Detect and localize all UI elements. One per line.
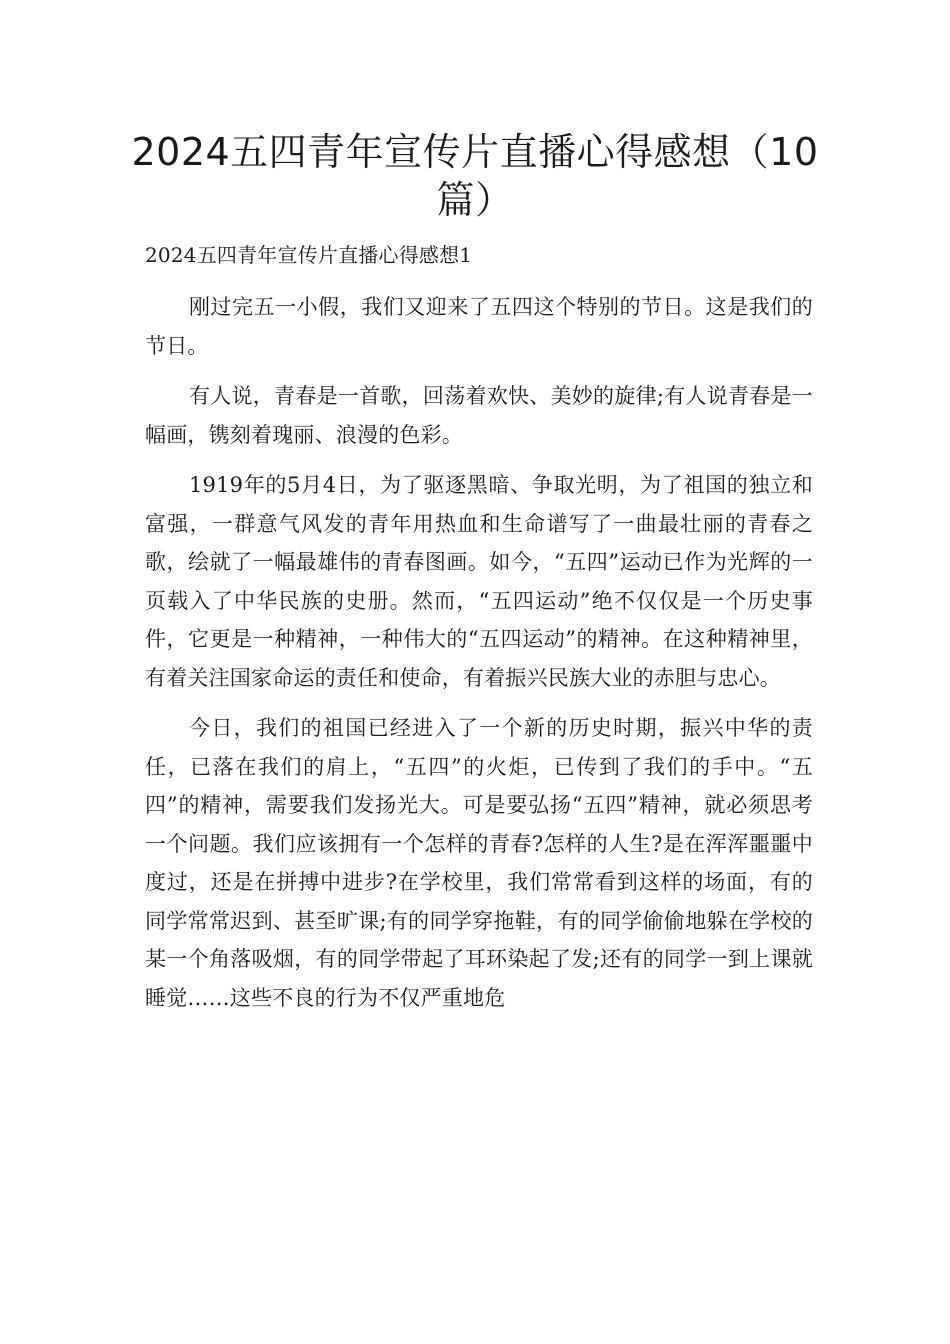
document-title: 2024五四青年宣传片直播心得感想（10篇） <box>131 130 819 222</box>
paragraph-2: 有人说，青春是一首歌，回荡着欢快、美妙的旋律;有人说青春是一幅画，镌刻着瑰丽、浪漫的色彩。 <box>145 384 813 447</box>
paragraph-1: 刚过完五一小假，我们又迎来了五四这个特别的节日。这是我们的节日。 <box>145 295 813 358</box>
document-body <box>145 236 813 1029</box>
section-heading: 2024五四青年宣传片直播心得感想1 <box>145 243 473 267</box>
paragraph-3: 1919年的5月4日，为了驱逐黑暗、争取光明，为了祖国的独立和富强，一群意气风发的青年用热血和生命谱写了一曲最壮丽的青春之歌，绘就了一幅最雄伟的青春图画。如今，“五四”运动已作为光辉的一页载入了中华民族的史册。然而，“五四运动”绝不仅仅是一个历史事件，它更是一种精神，一种伟大的“五四运动”的精神。在这种精神里，有着关注国家命运的责任和使命，有着振兴民族大业的赤胆与忠心。 <box>145 473 813 690</box>
paragraph-4: 今日，我们的祖国已经进入了一个新的历史时期，振兴中华的责任，已落在我们的肩上，“五四”的火炬，已传到了我们的手中。“五四”的精神，需要我们发扬光大。可是要弘扬“五四”精神，就必须思考一个问题。我们应该拥有一个怎样的青春?怎样的人生?是在浑浑噩噩中度过，还是在拼搏中进步?在学校里，我们常常看到这样的场面，有的同学常常迟到、甚至旷课;有的同学穿拖鞋，有的同学偷偷地躲在学校的某一个角落吸烟，有的同学带起了耳环染起了发;还有的同学一到上课就睡觉……这些不良的行为不仅严重地危 <box>145 716 813 1010</box>
